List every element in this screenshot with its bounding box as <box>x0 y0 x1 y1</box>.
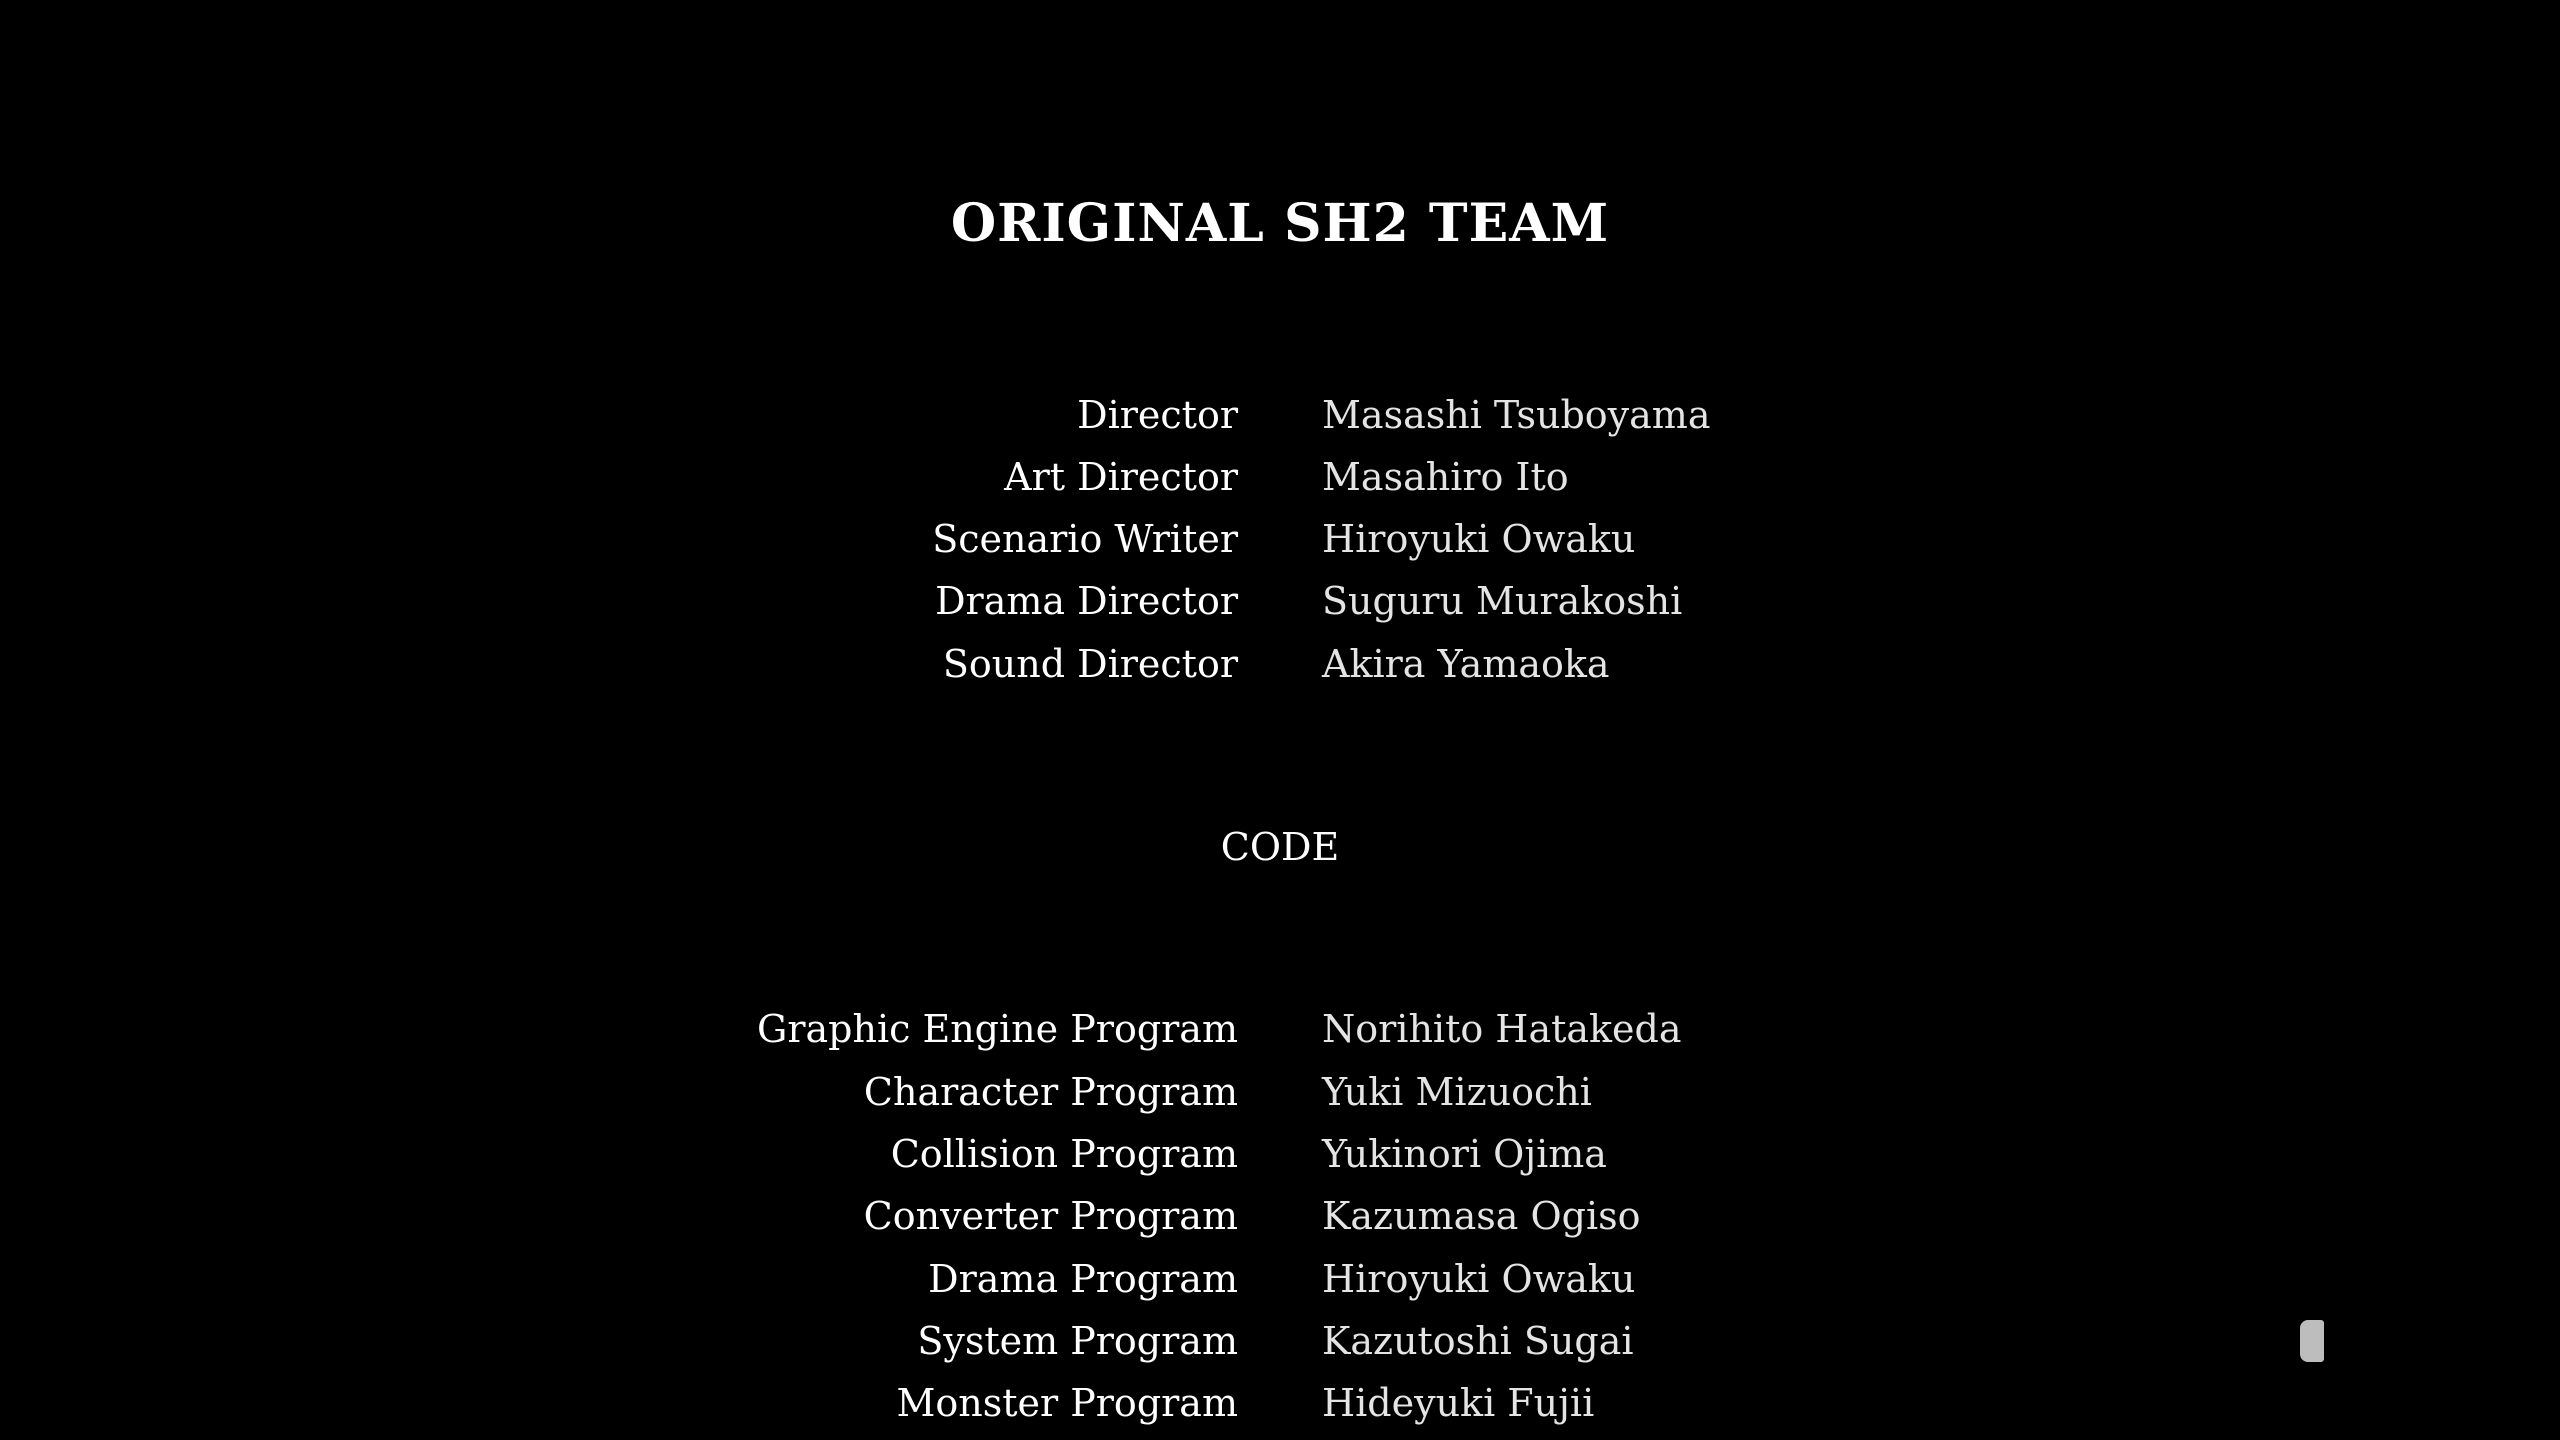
credit-name: Suguru Murakoshi <box>1322 579 1683 623</box>
credit-row <box>0 998 2560 1060</box>
credit-name: Yuki Mizuochi <box>1322 1070 1592 1114</box>
credit-name: Kazutoshi Sugai <box>1322 1319 1634 1363</box>
credit-role: Sound Director <box>942 642 1238 686</box>
credit-role: Director <box>1077 393 1238 437</box>
credit-name: Masahiro Ito <box>1322 455 1569 499</box>
credit-row <box>0 1248 2560 1310</box>
credit-row <box>0 1185 2560 1247</box>
scroll-indicator-icon <box>2300 1320 2324 1362</box>
credit-row <box>0 633 2560 695</box>
credit-role: Scenario Writer <box>932 517 1238 561</box>
credit-role: Monster Program <box>896 1381 1238 1425</box>
credit-row <box>0 1372 2560 1434</box>
credit-name: Kazumasa Ogiso <box>1322 1194 1641 1238</box>
credit-role: Art Director <box>1004 455 1238 499</box>
credit-name: Hiroyuki Owaku <box>1322 1257 1636 1301</box>
credit-row <box>0 508 2560 570</box>
credit-row <box>0 1123 2560 1185</box>
credit-name: Akira Yamaoka <box>1322 642 1610 686</box>
credit-name: Norihito Hatakeda <box>1322 1007 1682 1051</box>
credit-name: Hideyuki Fujii <box>1322 1381 1595 1425</box>
credit-name: Masashi Tsuboyama <box>1322 393 1711 437</box>
credit-role: Drama Program <box>928 1257 1238 1301</box>
section-title: ORIGINAL SH2 TEAM <box>950 193 1610 254</box>
credit-role: System Program <box>917 1319 1238 1363</box>
credit-role: Converter Program <box>863 1194 1238 1238</box>
subsection-title-code: CODE <box>1220 825 1340 869</box>
credit-role: Collision Program <box>890 1132 1238 1176</box>
credit-row <box>0 570 2560 632</box>
credit-role: Drama Director <box>935 579 1238 623</box>
credit-row <box>0 384 2560 446</box>
credit-row <box>0 1310 2560 1372</box>
credit-role: Character Program <box>863 1070 1238 1114</box>
credit-role: Graphic Engine Program <box>756 1007 1238 1051</box>
credit-row <box>0 446 2560 508</box>
credit-name: Yukinori Ojima <box>1322 1132 1607 1176</box>
credit-row <box>0 1061 2560 1123</box>
credit-name: Hiroyuki Owaku <box>1322 517 1636 561</box>
